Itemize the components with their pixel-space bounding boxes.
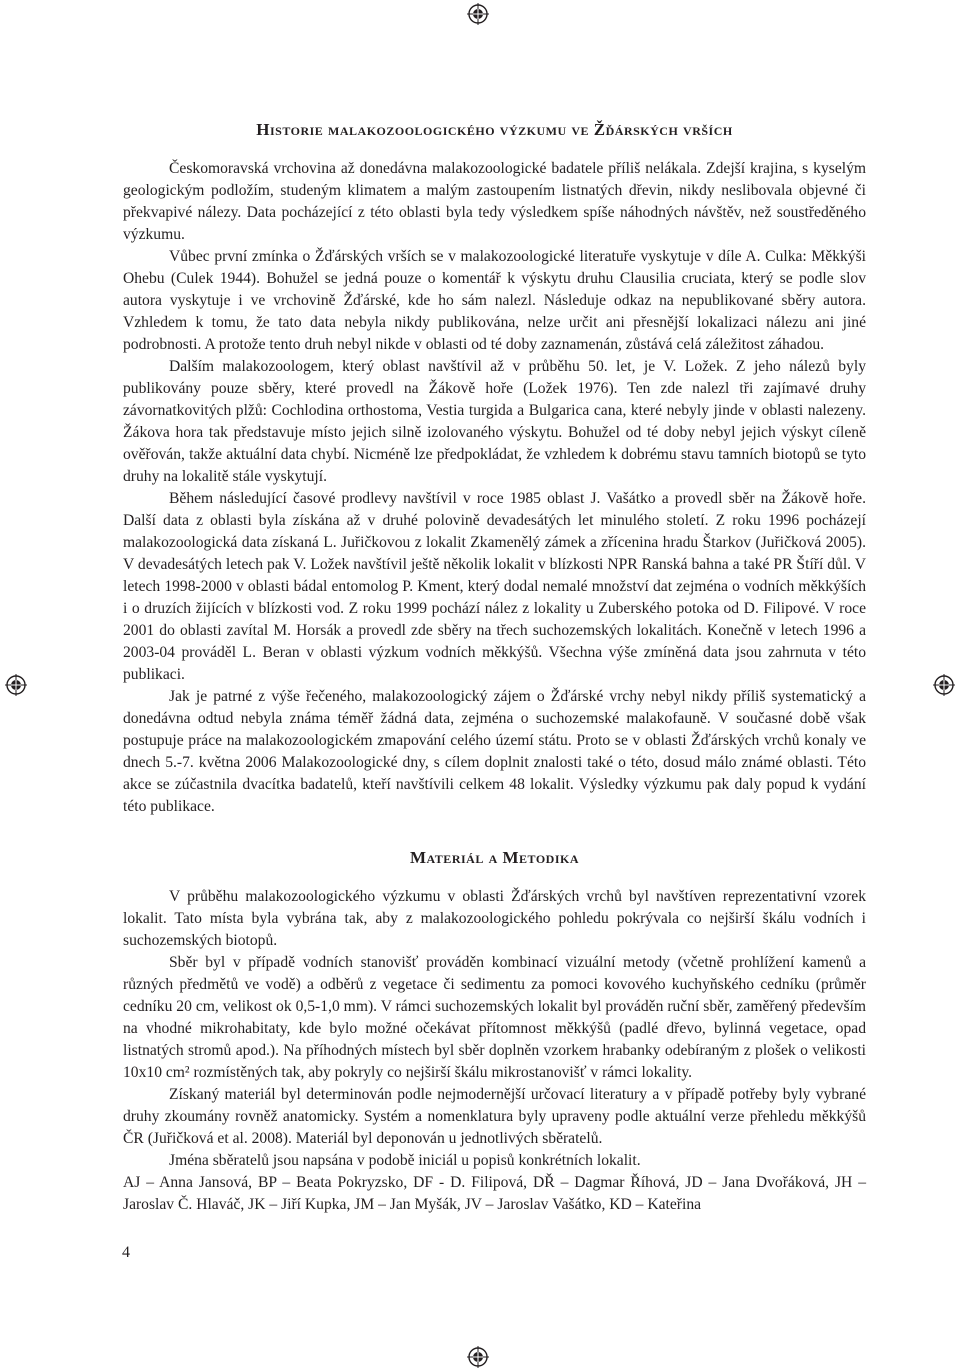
registration-mark-icon [467, 3, 489, 25]
collector-list: AJ – Anna Jansová, BP – Beata Pokryzsko, DF - D. Filipová, DŘ – Dagmar Říhová, JD – Jana Dvořáková, JH – Jaroslav Č. Hlaváč, JK – Jiří Kupka, JM – Jan Myšák, JV – Jaroslav Vašátko, KD – Kateřina [123, 1174, 866, 1213]
paragraph: Sběr byl v případě vodních stanovišť prováděn kombinací vizuální metody (včetně prohlížení kamenů a různých předmětů ve vodě) a odběrů z vegetace či sedimentu za pomoci kovového kuchyňského cedníku (průměr cedníku 20 cm, velikost ok 0,5-1,0 mm). V rámci suchozemských lokalit byl prováděn ruční sběr, zaměřený především na vhodné mikrohabitaty, kde bylo možné očekávat přítomnost měkkýšů (padlé dřevo, bylinná vegetace, opad listnatých stromů apod.). Na příhodných místech byl sběr doplněn vzorkem hrabanky odebíraným z plošek o velikosti 10x10 cm² rozmístěných tak, aby pokryly co nejširší škálu mikrostanovišť v rámci lokality. [123, 954, 866, 1081]
registration-mark-icon [5, 674, 27, 696]
paragraph: Jména sběratelů jsou napsána v podobě iniciál u popisů konkrétních lokalit. [169, 1152, 641, 1169]
paragraph: Dalším malakozoologem, který oblast navštívil až v průběhu 50. let, je V. Ložek. Z jeho nálezů byly publikovány pouze sběry, které provedl na Žákově hoře (Ložek 1976). Ten zde nalezl tři zajímavé druhy závornatkovitých plžů: Cochlodina orthostoma, Vestia turgida a Bulgarica cana, které nebyly jinde v oblasti nalezeny. Žákova hora tak představuje místo jejich silně izolovaného výskytu. Bohužel od té doby nebyl jejich výskyt cíleně ověřován, takže aktuální data chybí. Nicméně lze předpokládat, že vzhledem k dobrému stavu tamních biotopů se tyto druhy na lokalitě stále vyskytují. [123, 358, 866, 485]
paragraph: Vůbec první zmínka o Žďárských vrších se v malakozoologické literatuře vyskytuje v díle A. Culka: Měkkýši Ohebu (Culek 1944). Bohužel se jedná pouze o komentář k výskytu druhu Clausilia cruciata, který se podle slov autora vyskytuje i ve vrchovině Žďárské, kde ho sám nalezl. Následuje odkaz na nepublikované sběry autora. Vzhledem k tomu, že tato data nebyla nikdy publikována, nelze určit ani přesnější lokalizaci nálezu ani jiné podrobnosti. A protože tento druh nebyl nikde v oblasti od té doby zaznamenán, zůstává celá záležitost záhadou. [123, 248, 866, 353]
registration-mark-icon [467, 1346, 489, 1368]
section-heading-history: Historie malakozoologického výzkumu ve Žďárských vrších [256, 120, 733, 139]
section-heading-methods: Materiál a Metodika [409, 848, 579, 867]
paragraph: V průběhu malakozoologického výzkumu v oblasti Žďárských vrchů byl navštíven reprezentativní vzorek lokalit. Tato místa byla vybrána tak, aby z malakozoologického pohledu pokrývala co nejširší škálu vodních i suchozemských biotopů. [123, 888, 866, 949]
registration-mark-icon [933, 674, 955, 696]
paragraph: Jak je patrné z výše řečeného, malakozoologický zájem o Žďárské vrchy nebyl nikdy příliš systematický a donedávna odtud nebyla známa téměř žádná data, zejména o suchozemské malakofauně. V současné době však postupuje práce na malakozoologickém zmapování celého území státu. Proto se v oblasti Žďárských vrchů konaly ve dnech 5.-7. května 2006 Malakozoologické dny, s cílem doplnit znalosti také o této, dosud málo známé oblasti. Této akce se zúčastnila dvacítka badatelů, kteří navštívili celkem 48 lokalit. Výsledky výzkumu pak daly popud k vydání této publikace. [123, 688, 866, 815]
page-number: 4 [122, 1244, 130, 1261]
paragraph: Získaný materiál byl determinován podle nejmodernější určovací literatury a v případě potřeby byly vybrané druhy zkoumány rovněž anatomicky. Systém a nomenklatura byly upraveny podle aktuální verze přehledu měkkýšů ČR (Juřičková et al. 2008). Materiál byl deponován u jednotlivých sběratelů. [123, 1086, 866, 1147]
paragraph: Během následující časové prodlevy navštívil v roce 1985 oblast J. Vašátko a provedl sběr na Žákově hoře. Další data z oblasti byla získána až v druhé polovině devadesátých let minulého století. Z roku 1996 pocházejí malakozoologická data získaná L. Juřičkovou z lokalit Zkamenělý zámek a zřícenina hradu Štarkov (Juřičková 2005). V devadesátých letech pak V. Ložek navštívil ještě několik lokalit v blízkosti NPR Ranská bahna a také PR Štíří důl. V letech 1998-2000 v oblasti bádal entomolog P. Kment, který dodal nemalé množství dat zejména o vodních měkkýších i o druzích žijících v blízkosti vod. Z roku 1999 pochází nález z lokality u Zuberského potoka od D. Filipové. V roce 2001 do oblasti zavítal M. Horsák a provedl zde sběry na třech suchozemských lokalitách. Konečně v letech 1996 a 2003-04 prováděl L. Beran v oblasti výzkum vodních měkkýšů. Všechna výše zmíněná data jsou zahrnuta v této publikaci. [123, 490, 866, 683]
page-content [123, 118, 866, 1216]
paragraph: Českomoravská vrchovina až donedávna malakozoologické badatele příliš nelákala. Zdejší krajina, s kyselým geologickým podložím, studeným klimatem a malým zastoupením listnatých dřevin, nikdy neslibovala objevné či překvapivé nálezy. Data pocházející z této oblasti byla tedy výsledkem spíše náhodných návštěv, než soustředěného výzkumu. [123, 160, 866, 243]
